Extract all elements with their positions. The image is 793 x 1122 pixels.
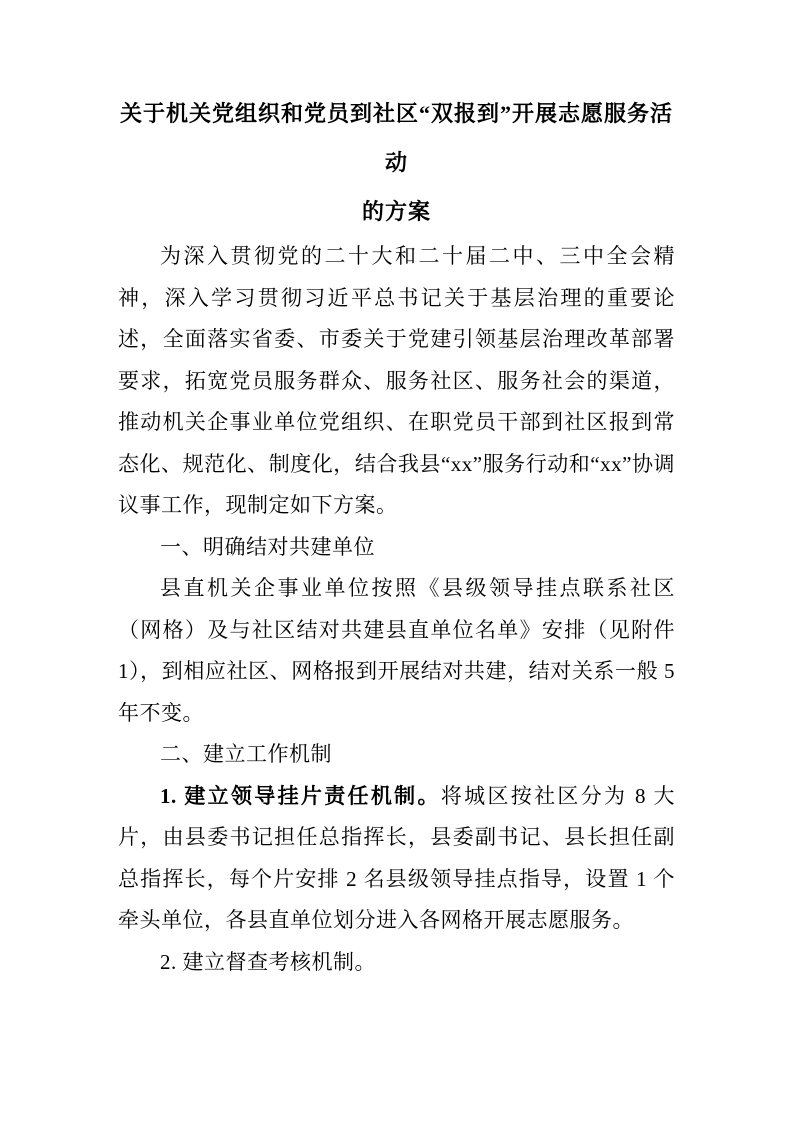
item-2-paragraph: 2. 建立督查考核机制。 [160, 949, 376, 974]
document-title [118, 89, 675, 236]
item-1-lead-bold: 1. 建立领导挂片责任机制。 [160, 783, 441, 808]
item-1-rest: 将城区按社区分为 8 大片，由县委书记担任总指挥长，县委副书记、县长担任副总指挥长，每个片安排 2 名县级领导挂点指导，设置 1 个牵头单位，各县直单位划分进入各网格开展志愿服务。 [118, 783, 676, 932]
section-1-paragraph: 县直机关企事业单位按照《县级领导挂点联系社区（网格）及与社区结对共建县直单位名单》安排（见附件 1），到相应社区、网格报到开展结对共建，结对关系一般 5 年不变。 [118, 576, 675, 725]
document-title-line-2: 的方案 [361, 199, 431, 224]
document-title-line-1: 关于机关党组织和党员到社区“双报到”开展志愿服务活动 [119, 101, 673, 175]
item-1-paragraph [118, 776, 675, 942]
section-2-heading: 二、建立工作机制 [160, 742, 332, 766]
intro-paragraph: 为深入贯彻党的二十大和二十届二中、三中全会精神，深入学习贯彻习近平总书记关于基层治理的重要论述，全面落实省委、市委关于党建引领基层治理改革部署要求，拓宽党员服务群众、服务社区、服务社会的渠道，推动机关企事业单位党组织、在职党员干部到社区报到常态化、规范化、制度化，结合我县“xx”服务行动和“xx”协调议事工作，现制定如下方案。 [118, 244, 675, 517]
section-1-heading: 一、明确结对共建单位 [160, 534, 375, 559]
